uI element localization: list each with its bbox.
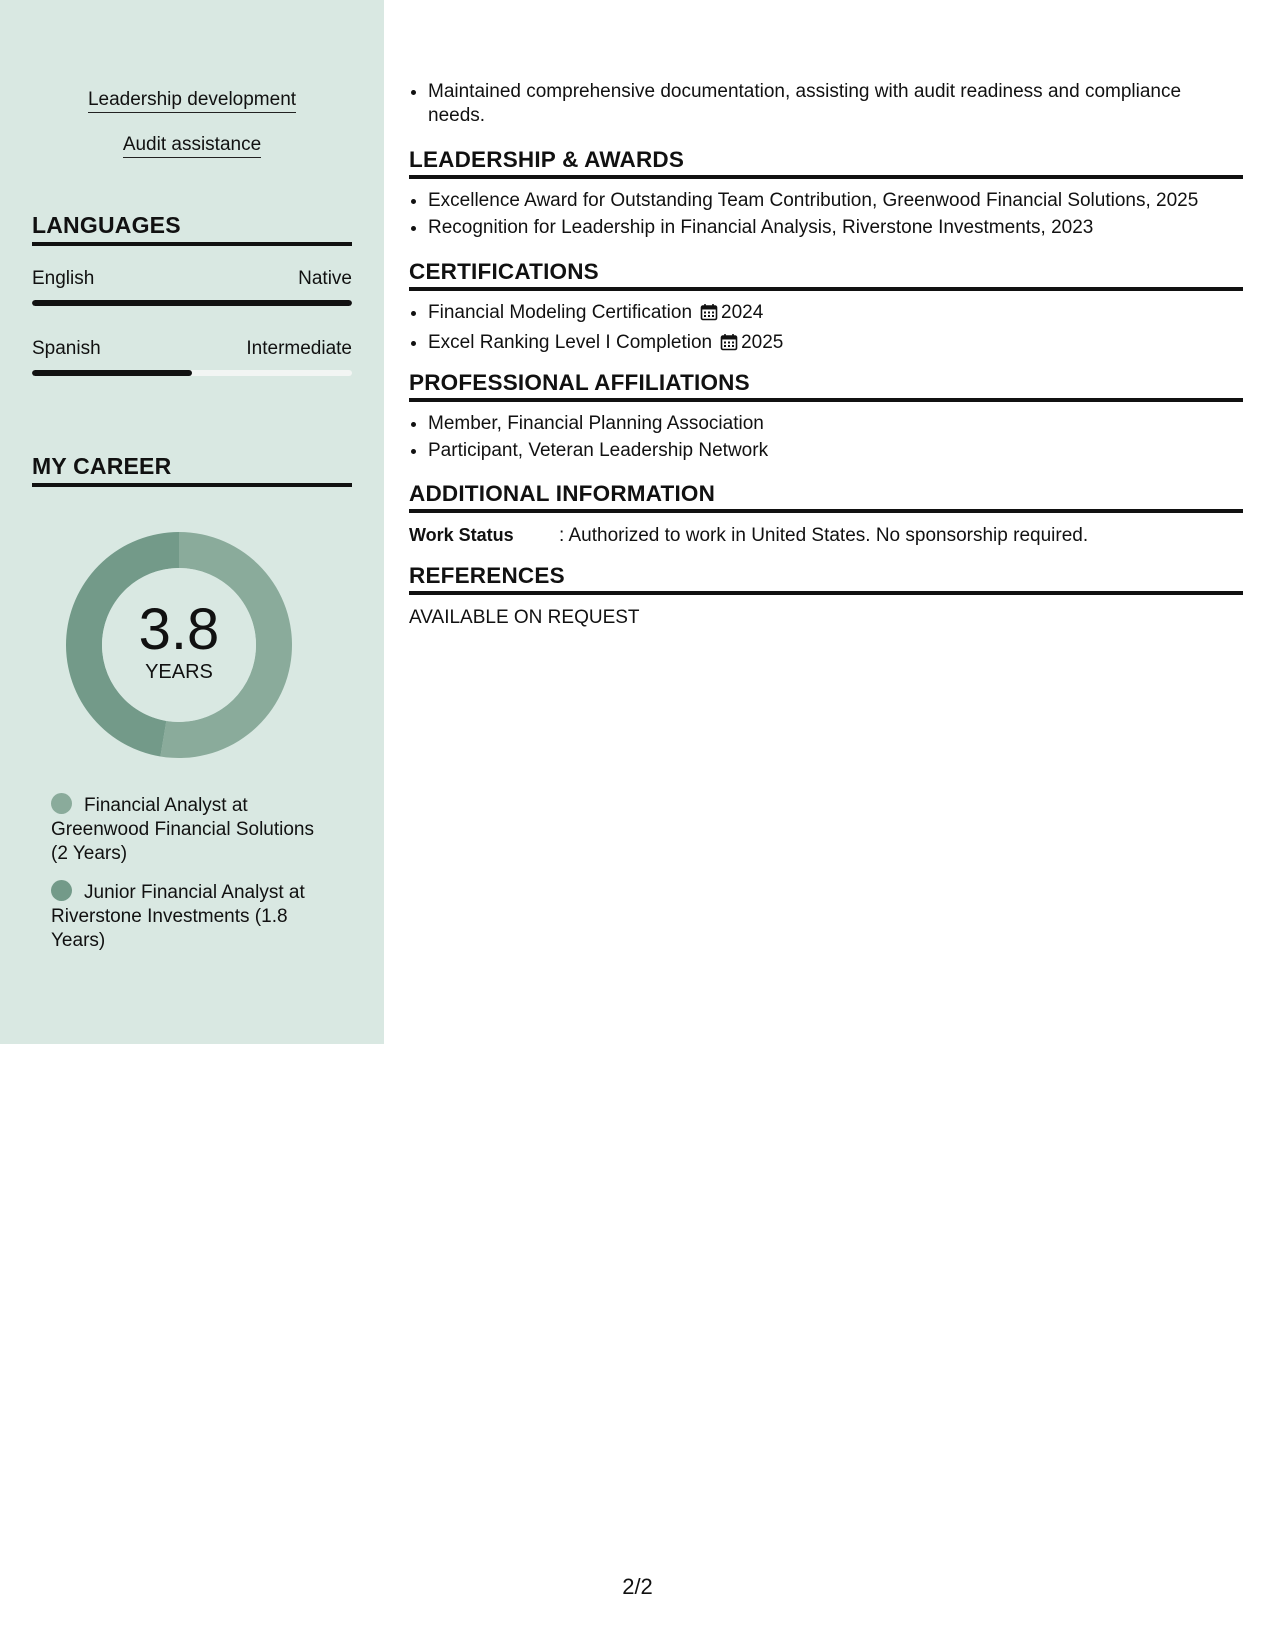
career-heading: MY CAREER (32, 453, 352, 487)
list-item: • Member, Financial Planning Association (428, 412, 1228, 436)
list-item: • Maintained comprehensive documentation, assisting with audit readiness and compliance needs. (428, 80, 1228, 128)
awards-list (409, 189, 1228, 243)
sidebar (0, 0, 384, 1044)
work-status-row (409, 523, 1088, 548)
affiliations-list (409, 412, 1228, 466)
language-level: Intermediate (246, 338, 352, 359)
certification-name: Financial Modeling Certification (428, 302, 693, 323)
affiliations-heading: PROFESSIONAL AFFILIATIONS (409, 370, 1243, 402)
additional-info-heading: ADDITIONAL INFORMATION (409, 481, 1243, 513)
list-item (428, 301, 1228, 328)
calendar-icon (700, 303, 718, 328)
list-item (428, 331, 1228, 358)
certifications-heading: CERTIFICATIONS (409, 259, 1243, 291)
work-status-label: Work Status (409, 525, 514, 545)
list-item: • Participant, Veteran Leadership Network (428, 439, 1228, 463)
donut-center (66, 532, 292, 758)
career-total-years: 3.8 (138, 597, 220, 662)
language-level: Native (298, 268, 352, 289)
legend-dot (51, 880, 72, 901)
certification-year: 2024 (721, 302, 764, 323)
skill-link[interactable]: Audit assistance (0, 133, 384, 157)
language-row (32, 268, 352, 290)
career-years-unit: YEARS (145, 661, 213, 683)
work-status-value: : Authorized to work in United States. No sponsorship required. (559, 525, 1089, 546)
career-legend-item: Financial Analyst at Greenwood Financial Solutions (2 Years) (51, 795, 314, 864)
calendar-icon (720, 333, 738, 358)
language-name: English (32, 268, 95, 289)
skill-link[interactable]: Leadership development (0, 88, 384, 112)
language-proficiency-bar (32, 300, 352, 306)
references-text: AVAILABLE ON REQUEST (409, 607, 640, 628)
language-proficiency-fill (32, 370, 192, 376)
references-heading: REFERENCES (409, 563, 1243, 595)
career-donut-chart (66, 532, 292, 758)
language-proficiency-bar (32, 370, 352, 376)
experience-bullets (409, 80, 1228, 131)
list-item: • Excellence Award for Outstanding Team Contribution, Greenwood Financial Solutions, 2025 (428, 189, 1228, 213)
list-item: • Recognition for Leadership in Financial Analysis, Riverstone Investments, 2023 (428, 216, 1228, 240)
career-legend-item: Junior Financial Analyst at Riverstone Investments (1.8 Years) (51, 882, 305, 951)
certifications-list (409, 301, 1228, 361)
certification-year: 2025 (741, 332, 784, 353)
language-proficiency-fill (32, 300, 352, 306)
languages-heading: LANGUAGES (32, 212, 352, 246)
certification-name: Excel Ranking Level I Completion (428, 332, 713, 353)
awards-heading: LEADERSHIP & AWARDS (409, 147, 1243, 179)
page-number: 2/2 (622, 1574, 653, 1599)
language-row (32, 338, 352, 360)
language-name: Spanish (32, 338, 101, 359)
legend-dot (51, 793, 72, 814)
